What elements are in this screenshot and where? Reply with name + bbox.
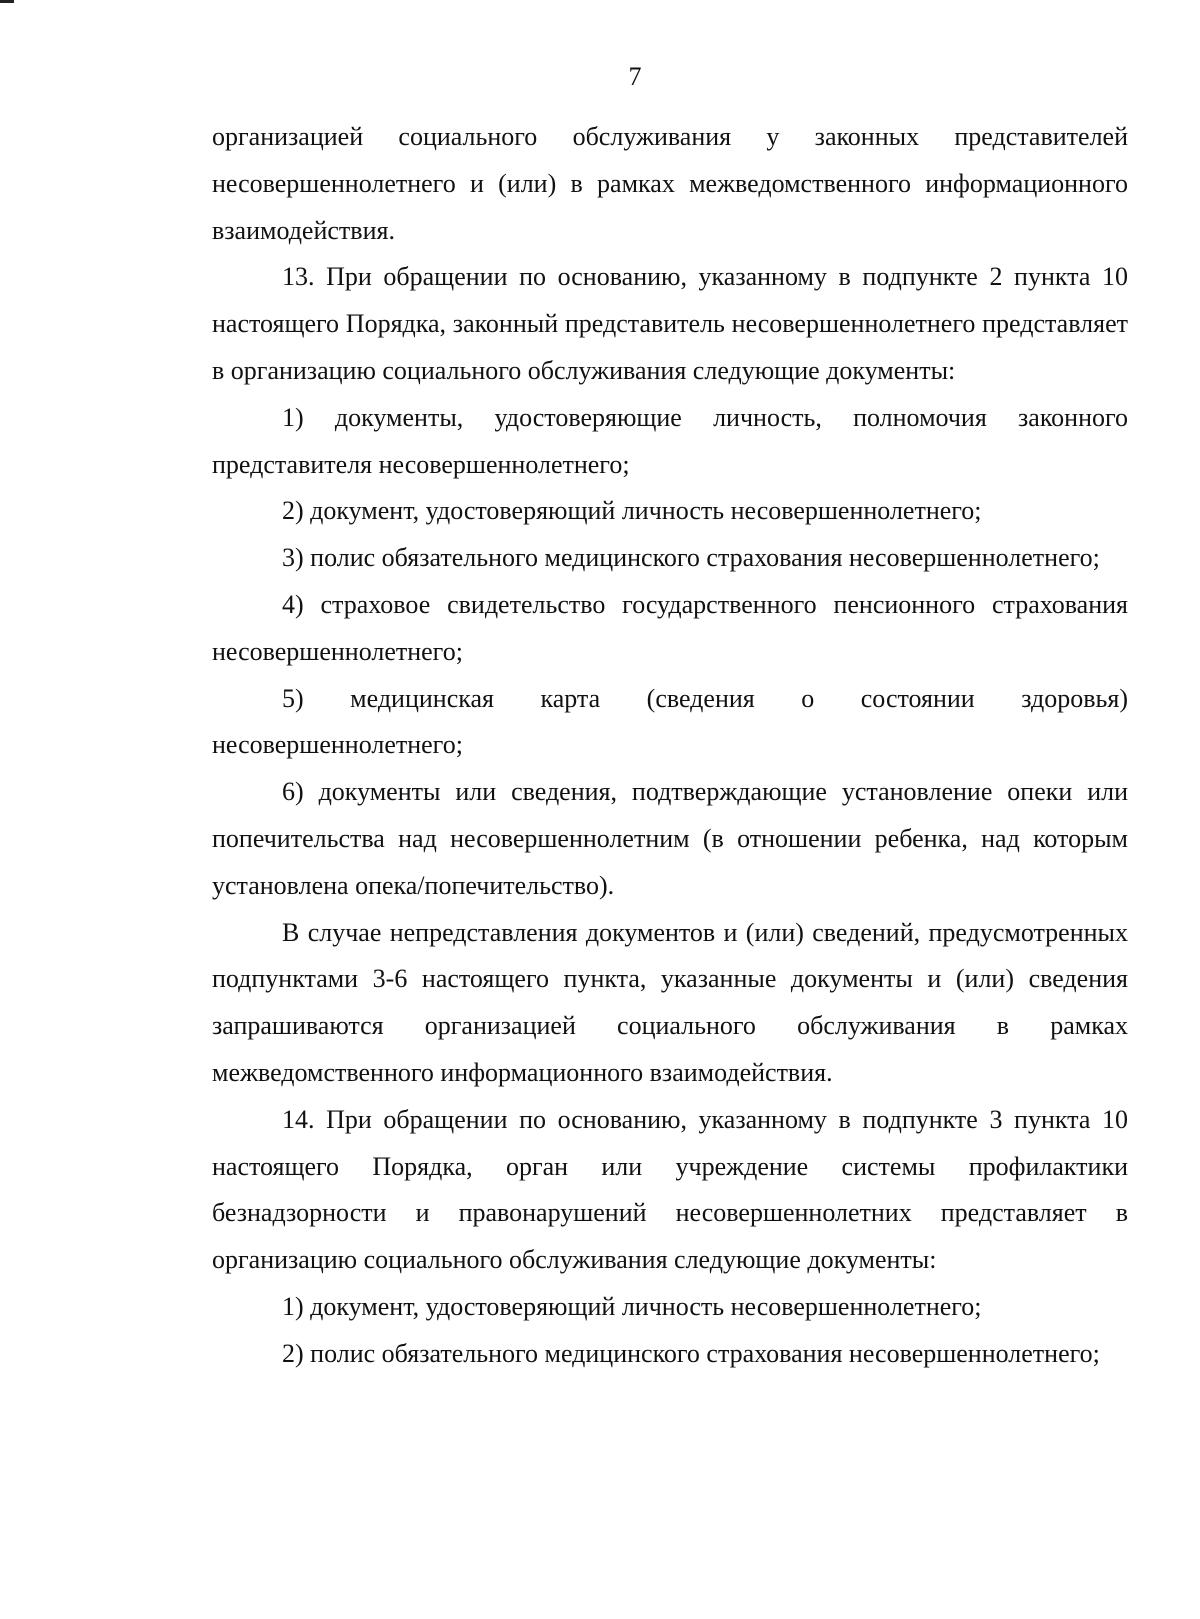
- paragraph-14: 14. При обращении по основанию, указанному в подпункте 3 пункта 10 настоящего Порядка, орган или учреждение системы профилактики безнадзорности и правонарушений несовершеннолетних представляет в организацию социального обслуживания следующие документы:: [212, 1104, 1128, 1275]
- page-number: 7: [628, 62, 642, 91]
- list-item-14-2: 2) полис обязательного медицинского страхования несовершеннолетнего;: [282, 1338, 1100, 1368]
- list-item-13-6: 6) документы или сведения, подтверждающие установление опеки или попечительства над несовершеннолетним (в отношении ребенка, над которым установлена опека/попечительство).: [212, 777, 1128, 900]
- list-item-13-3: 3) полис обязательного медицинского страхования несовершеннолетнего;: [282, 543, 1100, 573]
- paragraph-13: 13. При обращении по основанию, указанному в подпункте 2 пункта 10 настоящего Порядка, законный представитель несовершеннолетнего представляет в организацию социального обслуживания следующие документы:: [212, 262, 1128, 385]
- document-body: [212, 114, 1128, 1378]
- scan-corner-mark: [0, 0, 14, 3]
- list-item-13-5: 5) медицинская карта (сведения о состоянии здоровья) несовершеннолетнего;: [212, 683, 1128, 760]
- list-item-13-1: 1) документы, удостоверяющие личность, полномочия законного представителя несовершеннолетнего;: [212, 402, 1128, 479]
- paragraph-13-note: В случае непредставления документов и (или) сведений, предусмотренных подпунктами 3-6 настоящего пункта, указанные документы и (или) сведения запрашиваются организацией социального обслуживания в рамках межведомственного информационного взаимодействия.: [212, 917, 1128, 1087]
- list-item-13-2: 2) документ, удостоверяющий личность несовершеннолетнего;: [282, 496, 982, 526]
- paragraph-continuation: организацией социального обслуживания у законных представителей несовершеннолетнего и (или) в рамках межведомственного информационного взаимодействия.: [212, 122, 1128, 245]
- list-item-13-4: 4) страховое свидетельство государственного пенсионного страхования несовершеннолетнего;: [212, 589, 1128, 666]
- list-item-14-1: 1) документ, удостоверяющий личность несовершеннолетнего;: [282, 1291, 982, 1321]
